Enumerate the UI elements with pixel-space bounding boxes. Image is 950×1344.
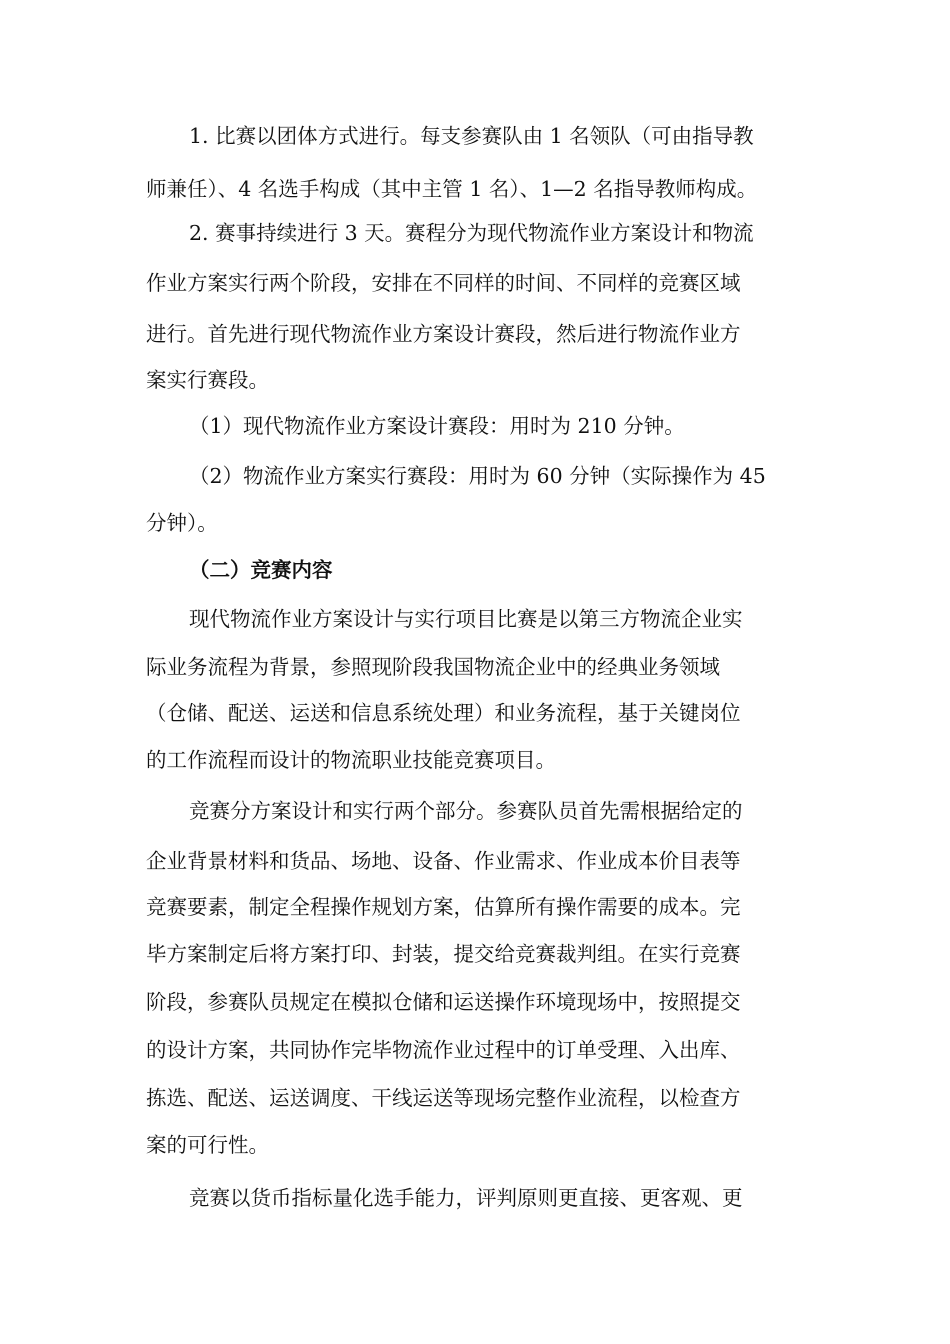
para-4-line-1: 竞赛分方案设计和实行两个部分。参赛队员首先需根据给定的: [189, 799, 743, 823]
para-4-line-7: 拣选、配送、运送调度、干线运送等现场完整作业流程，以检查方: [146, 1086, 741, 1110]
para-3-line-2: 际业务流程为背景，参照现阶段我国物流企业中的经典业务领域: [146, 655, 720, 679]
para-2-line-2: 作业方案实行两个阶段，安排在不同样的时间、不同样的竞赛区域: [146, 271, 741, 295]
stage-1-duration: （1）现代物流作业方案设计赛段：用时为 210 分钟。: [189, 414, 685, 438]
para-2-line-3: 进行。首先进行现代物流作业方案设计赛段，然后进行物流作业方: [146, 322, 741, 346]
para-2-line-1: 2. 赛事持续进行 3 天。赛程分为现代物流作业方案设计和物流: [189, 221, 754, 245]
para-3-line-4: 的工作流程而设计的物流职业技能竞赛项目。: [146, 748, 556, 772]
section-heading: （二）竞赛内容: [189, 558, 333, 582]
para-4-line-6: 的设计方案，共同协作完毕物流作业过程中的订单受理、入出库、: [146, 1038, 741, 1062]
stage-2-duration-line-1: （2）物流作业方案实行赛段：用时为 60 分钟（实际操作为 45: [189, 464, 766, 488]
para-3-line-3: （仓储、配送、运送和信息系统处理）和业务流程，基于关键岗位: [146, 701, 741, 725]
para-5-line-1: 竞赛以货币指标量化选手能力，评判原则更直接、更客观、更: [189, 1186, 743, 1210]
para-4-line-8: 案的可行性。: [146, 1133, 269, 1157]
para-4-line-3: 竞赛要素，制定全程操作规划方案，估算所有操作需要的成本。完: [146, 895, 741, 919]
para-4-line-5: 阶段，参赛队员规定在模拟仓储和运送操作环境现场中，按照提交: [146, 990, 741, 1014]
para-3-line-1: 现代物流作业方案设计与实行项目比赛是以第三方物流企业实: [189, 607, 743, 631]
para-1-line-1: 1. 比赛以团体方式进行。每支参赛队由 1 名领队（可由指导教: [189, 124, 754, 148]
para-4-line-2: 企业背景材料和货品、场地、设备、作业需求、作业成本价目表等: [146, 849, 741, 873]
para-1-line-2: 师兼任）、4 名选手构成（其中主管 1 名）、1—2 名指导教师构成。: [146, 177, 758, 201]
para-4-line-4: 毕方案制定后将方案打印、封装，提交给竞赛裁判组。在实行竞赛: [146, 942, 741, 966]
stage-2-duration-line-2: 分钟）。: [146, 511, 218, 535]
para-2-line-4: 案实行赛段。: [146, 368, 269, 392]
